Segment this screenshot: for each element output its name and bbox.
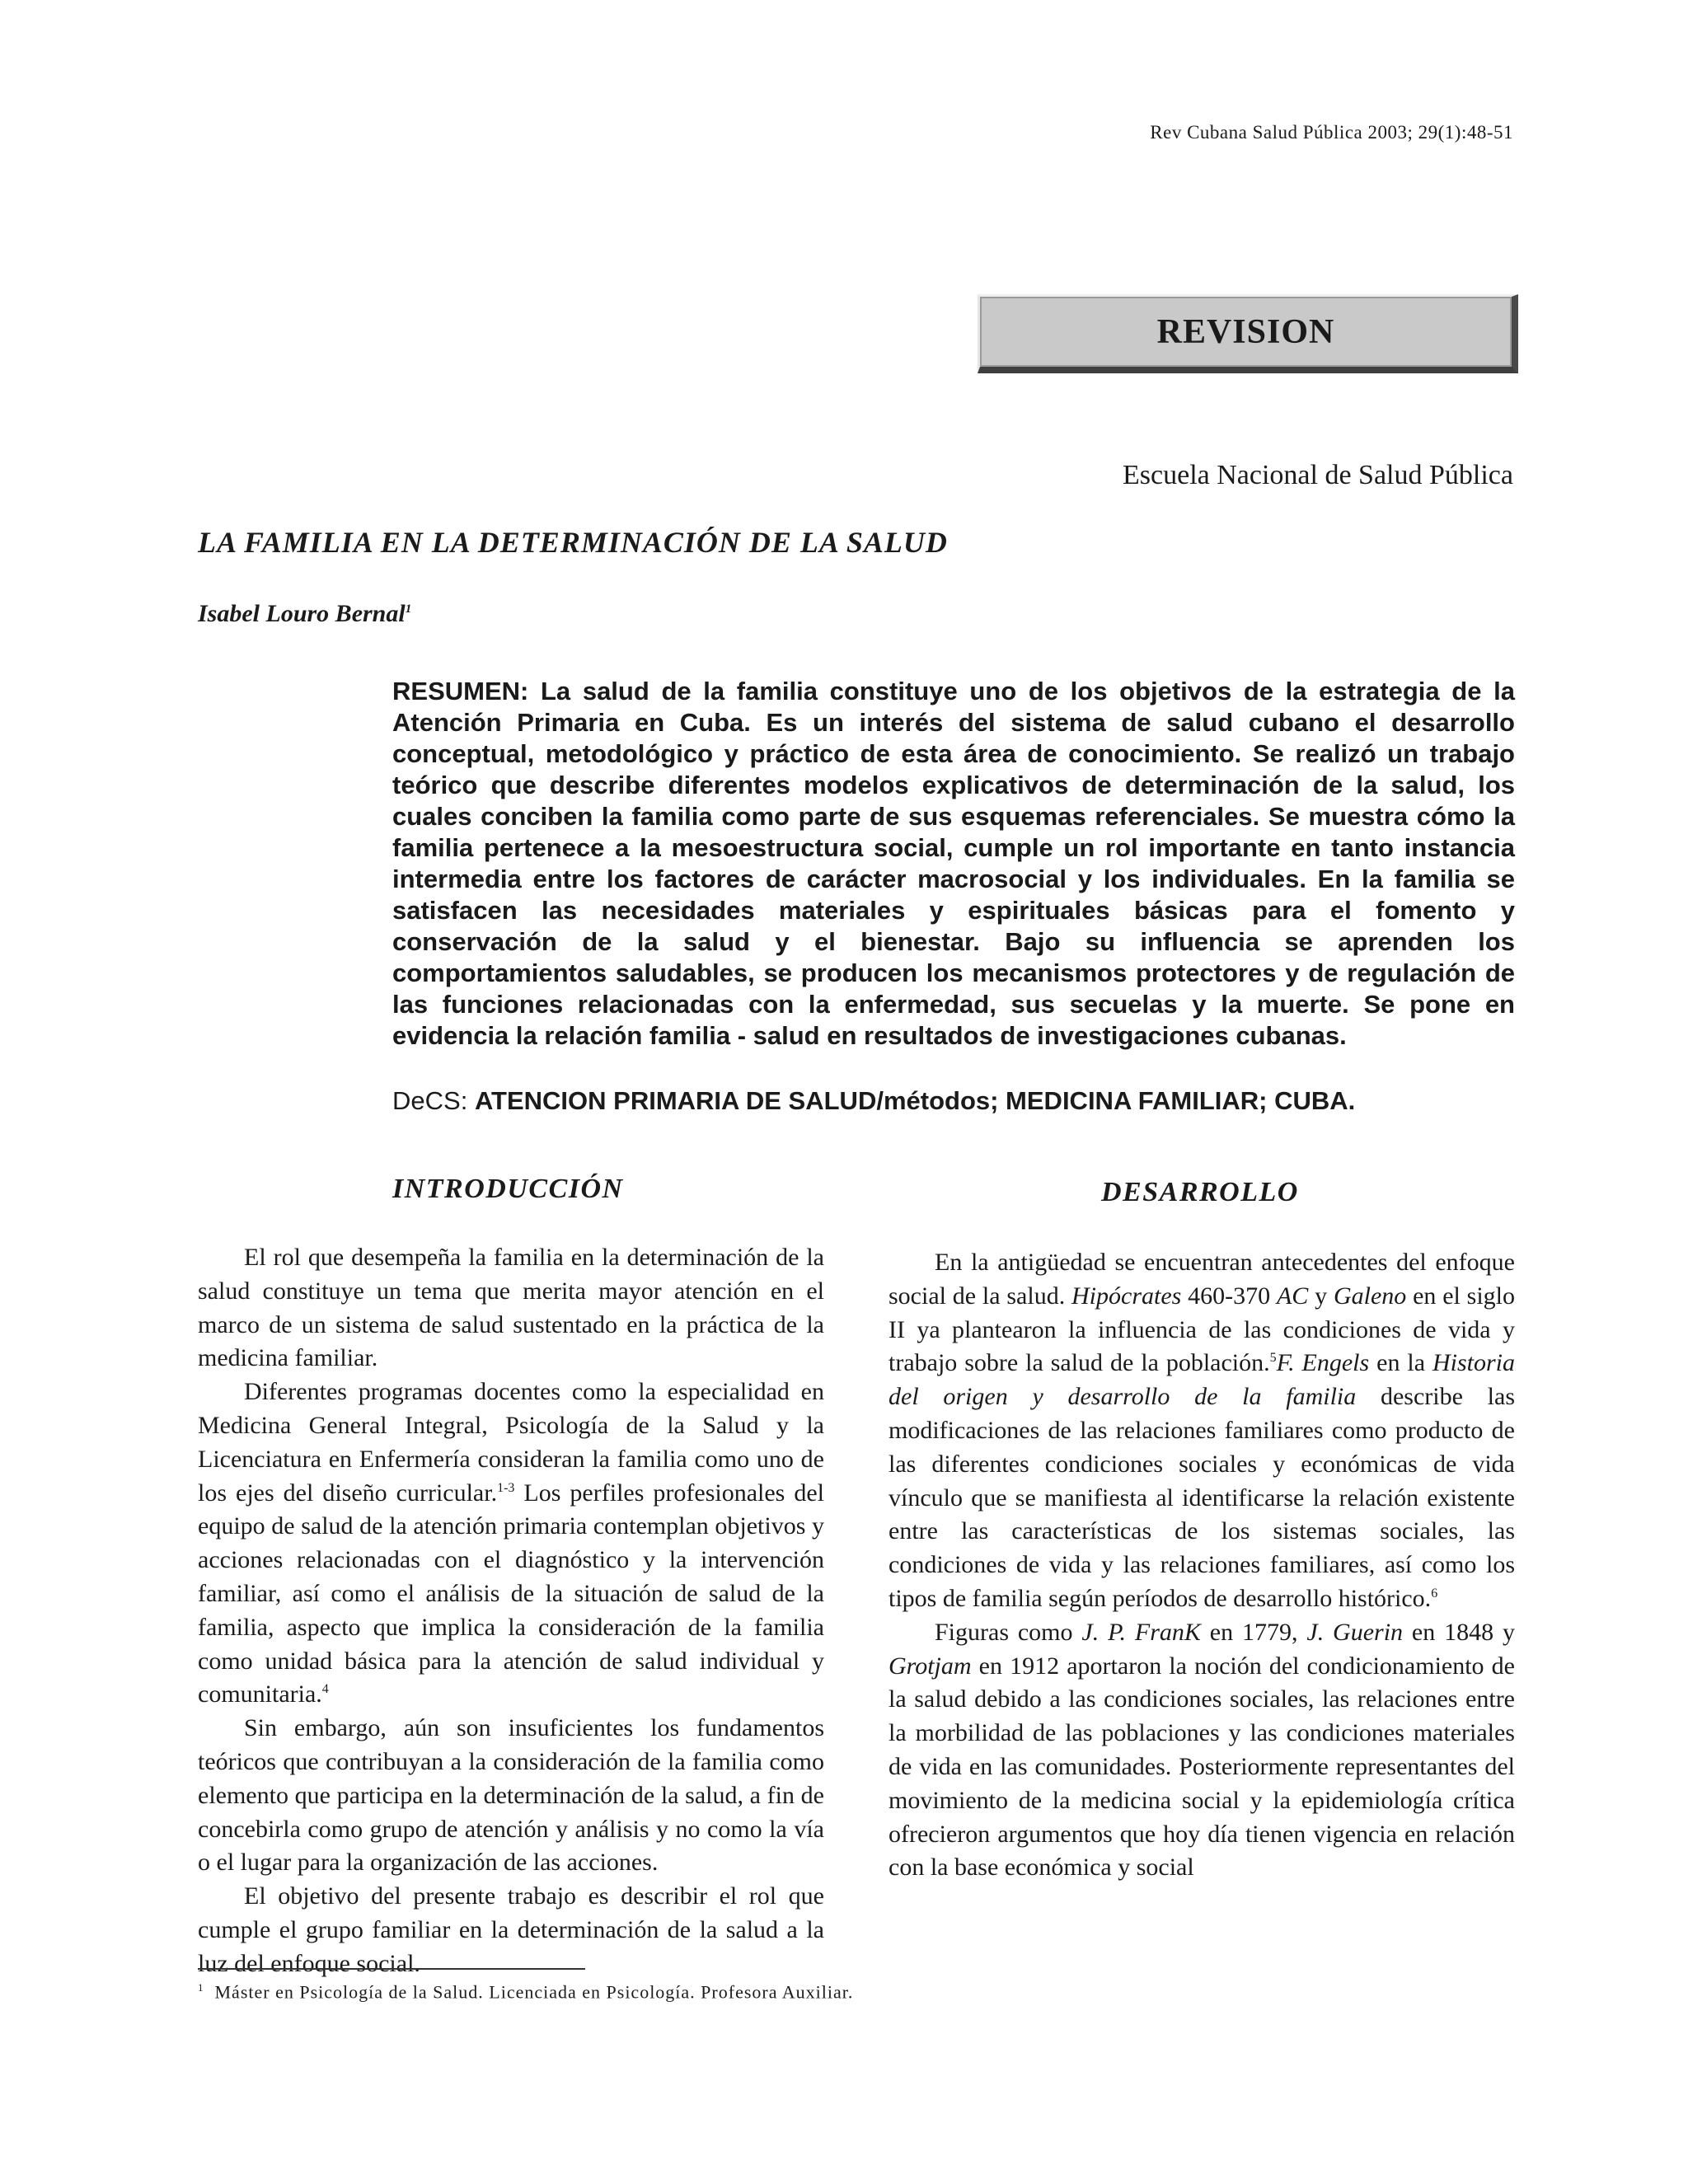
citation: 1-3 <box>497 1480 515 1495</box>
footnote-text: Máster en Psicología de la Salud. Licenciada en Psicología. Profesora Auxiliar. <box>214 1981 854 2003</box>
intro-p2-text-b: Los perfiles profesionales del equipo de salud de la atención primaria contemplan objetivos y acciones relacionadas con el diagnóstico y la intervención familiar, así como el análisis de la situación de salud de la familia, aspecto que implica la consideración de la familia como unidad básica para la atención de salud individual y comunitaria. <box>198 1479 824 1708</box>
author-name: Isabel Louro Bernal <box>198 600 406 627</box>
person-name: Hipócrates <box>1071 1282 1182 1310</box>
text-run: en 1779, <box>1200 1618 1307 1646</box>
intro-paragraph-1: El rol que desempeña la familia en la determinación de la salud constituye un tema que merita mayor atención en el marco de un sistema de salud sustentado en la práctica de la medicina familiar. <box>198 1244 824 1372</box>
text-run: en el siglo II ya plantearon la influencia de las condiciones de vida y trabajo sobre la salud de la población. <box>889 1282 1516 1377</box>
person-name: Grotjam <box>889 1652 972 1680</box>
person-name: J. Guerin <box>1306 1618 1404 1646</box>
citation: 4 <box>321 1682 329 1697</box>
section-label-box <box>978 294 1518 373</box>
institution: Escuela Nacional de Salud Pública <box>1123 460 1513 490</box>
abstract: RESUMEN: La salud de la familia constituye uno de los objetivos de la estrategia de la Atención Primaria en Cuba. Es un interés del sistema de salud cubano el desarrollo conceptual, metodológico y práctico de esta área de conocimiento. Se realizó un trabajo teórico que describe diferentes modelos explicativos de determinación de la salud, los cuales conciben la familia como parte de sus esquemas referenciales. Se muestra cómo la familia pertenece a la mesoestructura social, cumple un rol importante en tanto instancia intermedia entre los factores de carácter macrosocial y los individuales. En la familia se satisfacen las necesidades materiales y espirituales básicas para el fomento y conservación de la salud y el bienestar. Bajo su influencia se aprenden los comportamientos saludables, se producen los mecanismos protectores y de regulación de las funciones relacionadas con la enfermedad, sus secuelas y la muerte. Se pone en evidencia la relación familia - salud en resultados de investigaciones cubanas. <box>392 677 1515 1050</box>
journal-reference: Rev Cubana Salud Pública 2003; 29(1):48-51 <box>1150 122 1513 143</box>
person-name: J. P. FranK <box>1081 1618 1201 1646</box>
text-run: en 1912 aportaron la noción del condicionamiento de la salud debido a las condiciones sociales, las relaciones entre la morbilidad de las poblaciones y las condiciones materiales de vida en las comunidades. Posteriormente representantes del movimiento de la medicina social y la epidemiología crítica ofrecieron argumentos que hoy día tienen vigencia en relación con la base económica y social <box>889 1652 1515 1882</box>
citation: 5 <box>1269 1351 1277 1366</box>
person-name: Galeno <box>1333 1282 1407 1310</box>
footnote-mark: 1 <box>198 1981 204 1994</box>
author-note-mark: 1 <box>405 602 412 616</box>
text-run: en la <box>1369 1349 1432 1377</box>
footnote <box>198 1981 853 2003</box>
text-run: describe las modificaciones de las relaciones familiares como producto de las diferentes condiciones sociales y económicas de vida vínculo que se manifiesta al identificarse la relación existente entre las características de los sistemas sociales, las condiciones de vida y las relaciones familiares, así como los tipos de familia según períodos de desarrollo histórico. <box>889 1383 1515 1612</box>
article-title: LA FAMILIA EN LA DETERMINACIÓN DE LA SALUD <box>198 526 948 559</box>
desarrollo-heading: DESARROLLO <box>1101 1177 1299 1207</box>
introduccion-column <box>198 1241 824 1981</box>
desarrollo-column <box>889 1246 1515 1885</box>
decs-label: DeCS: <box>392 1086 468 1115</box>
citation: 6 <box>1431 1586 1438 1601</box>
section-label: REVISION <box>1156 312 1335 351</box>
text-run: 460-370 <box>1181 1282 1277 1310</box>
author-line <box>198 600 411 628</box>
person-name: F. Engels <box>1276 1349 1370 1377</box>
intro-paragraph-2 <box>198 1376 824 1712</box>
text-run: En la antigüedad se encuentran antecedentes del enfoque social de la salud. <box>889 1249 1515 1310</box>
text-run: y <box>1308 1282 1334 1310</box>
text-run: Figuras como <box>935 1618 1082 1646</box>
desarrollo-paragraph-1 <box>889 1246 1515 1616</box>
decs-keywords <box>392 1086 1355 1116</box>
intro-paragraph-3: Sin embargo, aún son insuficientes los fundamentos teóricos que contribuyan a la consideración de la familia como elemento que participa en la determinación de la salud, a fin de concebirla como grupo de atención y análisis y no como la vía o el lugar para la organización de las acciones. <box>198 1714 824 1877</box>
introduccion-heading: INTRODUCCIÓN <box>392 1174 624 1204</box>
decs-terms: ATENCION PRIMARIA DE SALUD/métodos; MEDICINA FAMILIAR; CUBA. <box>474 1086 1356 1115</box>
era-abbrev: AC <box>1276 1282 1309 1310</box>
intro-paragraph-4: El objetivo del presente trabajo es describir el rol que cumple el grupo familiar en la determinación de la salud a la luz del enfoque social. <box>198 1882 824 1977</box>
text-run: en 1848 y <box>1403 1618 1515 1646</box>
desarrollo-paragraph-2 <box>889 1616 1515 1885</box>
intro-p2-text-a: Diferentes programas docentes como la especialidad en Medicina General Integral, Psicología de la Salud y la Licenciatura en Enfermería consideran la familia como uno de los ejes del diseño curricular. <box>198 1378 824 1507</box>
book-title: Historia del origen y desarrollo de la familia <box>889 1349 1515 1411</box>
footnote-divider <box>198 1968 585 1970</box>
